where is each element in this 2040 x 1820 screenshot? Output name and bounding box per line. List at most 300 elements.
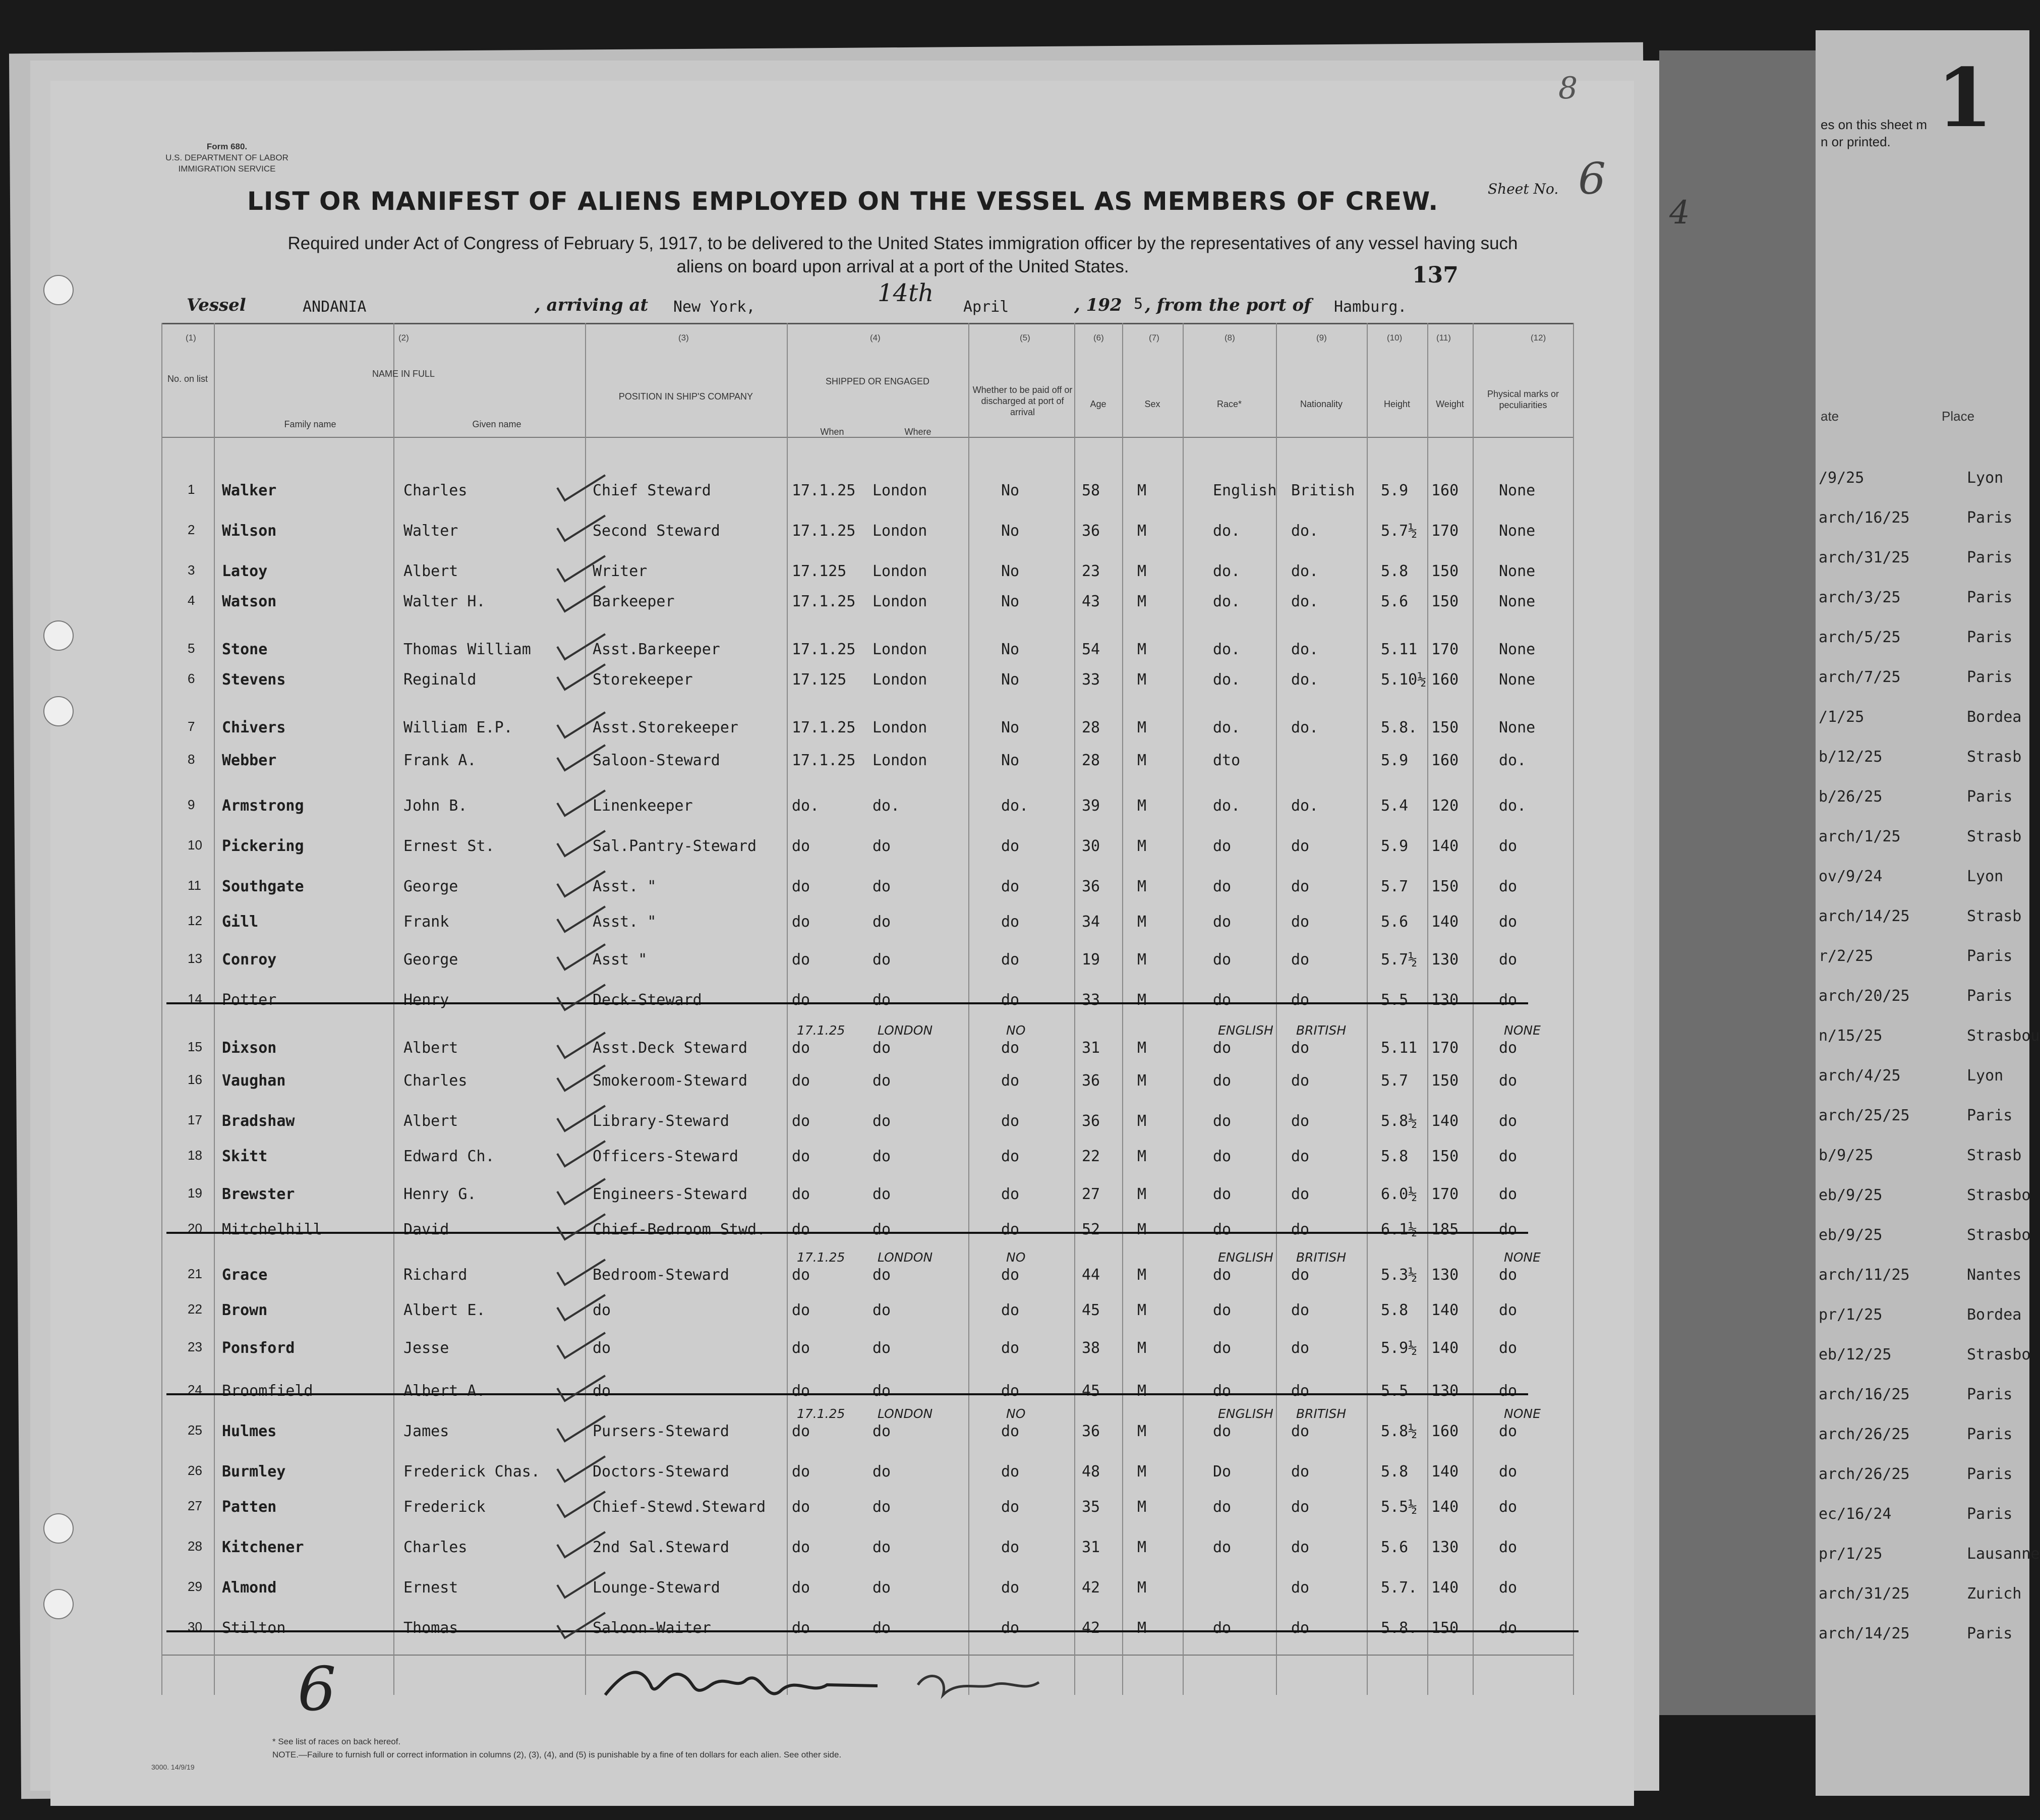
cell-no: 7	[188, 719, 195, 734]
adjacent-entry-date: arch/7/25	[1819, 668, 1901, 686]
strikethrough-line	[166, 1002, 1528, 1004]
adjacent-entry-date: arch/5/25	[1819, 629, 1901, 646]
adjacent-entry-place: Bordea	[1967, 708, 2022, 726]
table-row	[0, 1539, 2029, 1574]
cell-given: Frank	[403, 913, 449, 931]
cell-weight: 140	[1431, 913, 1459, 931]
cell-paid: No	[1001, 522, 1020, 540]
cell-height: 5.3½	[1381, 1266, 1418, 1284]
cell-race: do	[1213, 1039, 1232, 1057]
cell-height: 5.5	[1381, 991, 1409, 1009]
cell-family: Dixson	[222, 1039, 277, 1057]
cell-family: Brewster	[222, 1185, 295, 1203]
cell-family: Bradshaw	[222, 1112, 295, 1130]
cell-paid: do	[1001, 951, 1020, 969]
cell-race: dto	[1213, 752, 1241, 769]
table-row	[0, 593, 2029, 628]
cell-when: 17.125	[792, 562, 847, 580]
adjacent-entry-place: Nantes	[1967, 1266, 2022, 1284]
adjacent-entry-date: arch/3/25	[1819, 589, 1901, 606]
cell-height: 5.9½	[1381, 1339, 1418, 1357]
table-rule	[161, 323, 1573, 324]
adjacent-entry-date: eb/12/25	[1819, 1346, 1892, 1363]
cell-no: 2	[188, 522, 195, 537]
adjacent-entry-date: ec/16/24	[1819, 1505, 1892, 1523]
cell-no: 16	[188, 1072, 202, 1087]
cell-position: do	[593, 1301, 611, 1319]
cell-given: Walter H.	[403, 593, 486, 610]
handwritten-marks: NONE	[1504, 1023, 1541, 1038]
adjacent-entry-place: Strasb	[1967, 907, 2022, 925]
year-prefix: , 192	[1074, 295, 1122, 315]
cell-position: Linenkeeper	[593, 797, 693, 815]
cell-height: 5.9	[1381, 752, 1409, 769]
cell-age: 28	[1082, 719, 1100, 736]
handwritten-paid: NO	[1006, 1250, 1026, 1265]
cell-family: Walker	[222, 482, 277, 499]
cell-nat: do.	[1291, 593, 1319, 610]
cell-when: do	[792, 1301, 810, 1319]
cell-marks: do	[1499, 991, 1518, 1009]
from-label: , from the port of	[1145, 295, 1311, 315]
cell-race: do	[1213, 1148, 1232, 1165]
cell-paid: No	[1001, 752, 1020, 769]
cell-paid: No	[1001, 641, 1020, 658]
col-header-paid-off: Whether to be paid off or discharged at port of arrival	[972, 385, 1073, 417]
cell-age: 42	[1082, 1579, 1100, 1597]
cell-where: do	[872, 1185, 891, 1203]
cell-when: do	[792, 1185, 810, 1203]
cell-when: 17.1.25	[792, 641, 856, 658]
cell-no: 27	[188, 1498, 202, 1513]
sheet-label: Sheet No.	[1488, 181, 1559, 197]
strikethrough-line	[166, 1232, 1528, 1234]
cell-no: 6	[188, 671, 195, 686]
cell-given: Ernest St.	[403, 837, 495, 855]
cell-nat: do	[1291, 1339, 1310, 1357]
cell-height: 5.11	[1381, 641, 1418, 658]
cell-where: do	[872, 1301, 891, 1319]
cell-family: Brown	[222, 1301, 268, 1319]
cell-when: do.	[792, 797, 820, 815]
cell-where: do	[872, 878, 891, 895]
cell-no: 18	[188, 1148, 202, 1163]
cell-sex: M	[1137, 913, 1147, 931]
col-num: (2)	[398, 333, 409, 343]
adjacent-header-line: es on this sheet m	[1821, 117, 1927, 132]
adjacent-entry-date: ov/9/24	[1819, 868, 1883, 885]
handwritten-nat: BRITISH	[1296, 1406, 1347, 1421]
cell-age: 38	[1082, 1339, 1100, 1357]
cell-age: 36	[1082, 522, 1100, 540]
cell-when: do	[792, 878, 810, 895]
cell-no: 3	[188, 562, 195, 578]
cell-given: George	[403, 878, 458, 895]
cell-position: Asst "	[593, 951, 648, 969]
adjacent-entry-date: arch/11/25	[1819, 1266, 1910, 1284]
cell-sex: M	[1137, 671, 1147, 689]
col-header-where: Where	[904, 427, 931, 437]
cell-sex: M	[1137, 878, 1147, 895]
cell-sex: M	[1137, 1266, 1147, 1284]
cell-position: Barkeeper	[593, 593, 675, 610]
adjacent-col-date: ate	[1821, 409, 1839, 424]
cell-where: do	[872, 951, 891, 969]
table-row	[0, 1250, 2029, 1301]
cell-sex: M	[1137, 1619, 1147, 1637]
cell-when: 17.1.25	[792, 593, 856, 610]
cell-paid: do	[1001, 913, 1020, 931]
cell-sex: M	[1137, 1072, 1147, 1090]
cell-weight: 120	[1431, 797, 1459, 815]
cell-position: Writer	[593, 562, 648, 580]
cell-height: 5.8	[1381, 1148, 1409, 1165]
cell-paid: do	[1001, 1339, 1020, 1357]
adjacent-entry-date: arch/20/25	[1819, 987, 1910, 1005]
adjacent-entry-date: arch/25/25	[1819, 1107, 1910, 1124]
col-header-race: Race*	[1216, 399, 1242, 409]
cell-given: Frank A.	[403, 752, 477, 769]
cell-position: Doctors-Steward	[593, 1463, 729, 1481]
cell-when: do	[792, 913, 810, 931]
handwritten-paid: NO	[1006, 1023, 1026, 1038]
cell-family: Webber	[222, 752, 277, 769]
cell-race: do	[1213, 1339, 1232, 1357]
cell-weight: 130	[1431, 1266, 1459, 1284]
cell-nat: do.	[1291, 641, 1319, 658]
cell-sex: M	[1137, 797, 1147, 815]
cell-no: 20	[188, 1221, 202, 1236]
cell-where: London	[872, 719, 927, 736]
table-row	[0, 752, 2029, 787]
adjacent-entry-place: Paris	[1967, 1465, 2013, 1483]
cell-where: do	[872, 1221, 891, 1238]
cell-position: Library-Steward	[593, 1112, 729, 1130]
cell-race: do	[1213, 991, 1232, 1009]
cell-position: 2nd Sal.Steward	[593, 1539, 729, 1556]
cell-marks: None	[1499, 719, 1536, 736]
cell-height: 5.7½	[1381, 951, 1418, 969]
cell-given: William E.P.	[403, 719, 513, 736]
cell-paid: do	[1001, 1382, 1020, 1400]
cell-given: Albert	[403, 562, 458, 580]
cell-family: Ponsford	[222, 1339, 295, 1357]
col-num: (4)	[870, 333, 881, 343]
table-row	[0, 482, 2029, 517]
cell-family: Potter	[222, 991, 277, 1009]
handwritten-race: ENGLISH	[1218, 1023, 1273, 1038]
cell-where: do	[872, 1039, 891, 1057]
col-num: (3)	[678, 333, 689, 343]
cell-position: Pursers-Steward	[593, 1423, 729, 1440]
handwritten-nat: BRITISH	[1296, 1250, 1347, 1265]
cell-given: Albert	[403, 1039, 458, 1057]
cell-marks: do	[1499, 1423, 1518, 1440]
cell-nat: do	[1291, 1463, 1310, 1481]
cell-marks: do	[1499, 1382, 1518, 1400]
table-row	[0, 1406, 2029, 1458]
cell-marks: do	[1499, 1339, 1518, 1357]
purser-signature	[595, 1650, 1150, 1722]
cell-height: 5.9	[1381, 482, 1409, 499]
cell-position: Saloon-Steward	[593, 752, 720, 769]
cell-when: do	[792, 1339, 810, 1357]
cell-nat: do	[1291, 1112, 1310, 1130]
cell-given: Albert	[403, 1112, 458, 1130]
cell-paid: do	[1001, 1112, 1020, 1130]
subtitle-line: aliens on board upon arrival at a port of the United States.	[676, 257, 1129, 276]
cell-nat: do.	[1291, 522, 1319, 540]
cell-position: Asst. "	[593, 913, 657, 931]
signature-scrawl	[595, 1650, 1150, 1720]
cell-marks: None	[1499, 522, 1536, 540]
cell-marks: None	[1499, 562, 1536, 580]
cell-no: 14	[188, 991, 202, 1006]
cell-sex: M	[1137, 1185, 1147, 1203]
cell-paid: do	[1001, 1148, 1020, 1165]
table-row	[0, 837, 2029, 873]
cell-where: do	[872, 1619, 891, 1637]
cell-height: 5.6	[1381, 913, 1409, 931]
cell-nat: do.	[1291, 719, 1319, 736]
cell-when: do	[792, 951, 810, 969]
adjacent-entry-place: Paris	[1967, 788, 2013, 806]
cell-age: 52	[1082, 1221, 1100, 1238]
handwritten-when: 17.1.25	[797, 1023, 845, 1038]
page-number: 137	[1412, 262, 1459, 288]
cell-no: 17	[188, 1112, 202, 1127]
cell-race: do	[1213, 1221, 1232, 1238]
arriving-label: , arriving at	[535, 295, 649, 315]
vessel-label: Vessel	[187, 295, 246, 315]
cell-age: 30	[1082, 837, 1100, 855]
col-num: (9)	[1316, 333, 1327, 343]
cell-nat: do.	[1291, 797, 1319, 815]
cell-family: Latoy	[222, 562, 268, 580]
cell-paid: do	[1001, 837, 1020, 855]
cell-age: 42	[1082, 1619, 1100, 1637]
cell-no: 15	[188, 1039, 202, 1054]
cell-height: 5.7	[1381, 1072, 1409, 1090]
cell-no: 26	[188, 1463, 202, 1478]
adjacent-entry-date: b/12/25	[1819, 748, 1883, 766]
cell-where: London	[872, 522, 927, 540]
cell-no: 21	[188, 1266, 202, 1281]
cell-race: do	[1213, 951, 1232, 969]
cell-sex: M	[1137, 1112, 1147, 1130]
cell-height: 5.8	[1381, 1463, 1409, 1481]
cell-height: 5.7.	[1381, 1579, 1418, 1597]
cell-sex: M	[1137, 1039, 1147, 1057]
form-header	[131, 141, 323, 175]
cell-where: do	[872, 1339, 891, 1357]
cell-family: Pickering	[222, 837, 304, 855]
cell-when: do	[792, 1423, 810, 1440]
cell-marks: do	[1499, 1148, 1518, 1165]
adjacent-entry-date: b/9/25	[1819, 1147, 1874, 1164]
cell-race: do	[1213, 913, 1232, 931]
cell-no: 12	[188, 913, 202, 928]
adjacent-entry-place: Paris	[1967, 987, 2013, 1005]
cell-age: 45	[1082, 1382, 1100, 1400]
cell-weight: 170	[1431, 1185, 1459, 1203]
cell-age: 39	[1082, 797, 1100, 815]
table-row	[0, 1185, 2029, 1221]
cell-nat: do	[1291, 1301, 1310, 1319]
adjacent-entry-place: Paris	[1967, 947, 2013, 965]
cell-marks: do	[1499, 1039, 1518, 1057]
cell-height: 6.1½	[1381, 1221, 1418, 1238]
cell-position: Chief Steward	[593, 482, 711, 499]
cell-height: 5.7½	[1381, 522, 1418, 540]
cell-family: Watson	[222, 593, 277, 610]
vessel-name: ANDANIA	[303, 298, 367, 316]
cell-given: Ernest	[403, 1579, 458, 1597]
cell-paid: do	[1001, 1072, 1020, 1090]
col-header-weight: Weight	[1436, 399, 1464, 409]
cell-weight: 150	[1431, 1148, 1459, 1165]
cell-weight: 140	[1431, 1498, 1459, 1516]
cell-sex: M	[1137, 1382, 1147, 1400]
cell-nat: do	[1291, 951, 1310, 969]
cell-marks: None	[1499, 641, 1536, 658]
cell-height: 5.8	[1381, 1301, 1409, 1319]
cell-marks: do.	[1499, 752, 1527, 769]
cell-race: do	[1213, 1266, 1232, 1284]
cell-weight: 150	[1431, 562, 1459, 580]
col-header-when: When	[820, 427, 844, 437]
cell-marks: do	[1499, 1498, 1518, 1516]
adjacent-entry-date: /9/25	[1819, 469, 1864, 487]
cell-nat: do	[1291, 991, 1310, 1009]
cell-when: do	[792, 1221, 810, 1238]
cell-family: Southgate	[222, 878, 304, 895]
cell-marks: do	[1499, 1266, 1518, 1284]
cell-where: London	[872, 641, 927, 658]
cell-nat: do	[1291, 1039, 1310, 1057]
cell-when: do	[792, 1112, 810, 1130]
cell-given: Jesse	[403, 1339, 449, 1357]
adjacent-entry-date: r/2/25	[1819, 947, 1874, 965]
adjacent-entry-date: arch/1/25	[1819, 828, 1901, 845]
cell-where: London	[872, 562, 927, 580]
cell-marks: do	[1499, 1112, 1518, 1130]
col-header-no: No. on list	[167, 374, 208, 384]
cell-where: do	[872, 991, 891, 1009]
cell-age: 36	[1082, 878, 1100, 895]
cell-given: Albert E.	[403, 1301, 486, 1319]
adjacent-entry-place: Strasbo	[1967, 1226, 2031, 1244]
cell-race: do	[1213, 1423, 1232, 1440]
cell-weight: 140	[1431, 1112, 1459, 1130]
cell-weight: 160	[1431, 1423, 1459, 1440]
cell-given: Richard	[403, 1266, 468, 1284]
cell-sex: M	[1137, 1423, 1147, 1440]
adjacent-entry-place: Lyon	[1967, 1067, 2004, 1085]
cell-marks: do	[1499, 1221, 1518, 1238]
adjacent-header-line: n or printed.	[1821, 134, 1891, 149]
cell-family: Gill	[222, 913, 259, 931]
col-header-position: POSITION IN SHIP'S COMPANY	[618, 391, 753, 402]
cell-age: 36	[1082, 1072, 1100, 1090]
cell-family: Grace	[222, 1266, 268, 1284]
handwritten-where: LONDON	[878, 1406, 933, 1421]
cell-where: do	[872, 1423, 891, 1440]
handwritten-marks: NONE	[1504, 1250, 1541, 1265]
cell-weight: 150	[1431, 1072, 1459, 1090]
table-row	[0, 1112, 2029, 1148]
cell-weight: 140	[1431, 1463, 1459, 1481]
cell-age: 31	[1082, 1039, 1100, 1057]
table-row	[0, 1301, 2029, 1337]
cell-height: 5.6	[1381, 593, 1409, 610]
adjacent-entry-place: Paris	[1967, 1386, 2013, 1403]
cell-age: 28	[1082, 752, 1100, 769]
cell-when: 17.1.25	[792, 482, 856, 499]
cell-weight: 130	[1431, 1539, 1459, 1556]
arrival-day: 14th	[878, 279, 934, 307]
adjacent-entry-place: Paris	[1967, 1426, 2013, 1443]
cell-where: London	[872, 671, 927, 689]
adjacent-entry-date: arch/26/25	[1819, 1426, 1910, 1443]
cell-when: do	[792, 1539, 810, 1556]
cell-nat: do	[1291, 1498, 1310, 1516]
col-num: (10)	[1387, 333, 1403, 343]
table-row	[0, 878, 2029, 913]
cell-no: 23	[188, 1339, 202, 1354]
cell-when: do	[792, 1382, 810, 1400]
cell-weight: 185	[1431, 1221, 1459, 1238]
sheet-value: 6	[1578, 154, 1606, 204]
table-row	[0, 671, 2029, 706]
cell-no: 4	[188, 593, 195, 608]
handwritten-when: 17.1.25	[797, 1250, 845, 1265]
arrival-month: April	[963, 298, 1009, 316]
cell-race: do	[1213, 1072, 1232, 1090]
cell-when: 17.1.25	[792, 522, 856, 540]
cell-marks: None	[1499, 671, 1536, 689]
adjacent-entry-place: Lyon	[1967, 868, 2004, 885]
cell-age: 44	[1082, 1266, 1100, 1284]
cell-height: 5.9	[1381, 837, 1409, 855]
cell-weight: 130	[1431, 951, 1459, 969]
cell-paid: do	[1001, 1539, 1020, 1556]
cell-weight: 160	[1431, 482, 1459, 499]
cell-race: English	[1213, 482, 1277, 499]
cell-weight: 150	[1431, 593, 1459, 610]
handwritten-race: ENGLISH	[1218, 1406, 1273, 1421]
cell-position: Engineers-Steward	[593, 1185, 748, 1203]
cell-marks: do	[1499, 1463, 1518, 1481]
cell-marks: None	[1499, 482, 1536, 499]
cell-no: 24	[188, 1382, 202, 1397]
cell-when: do	[792, 837, 810, 855]
service: IMMIGRATION SERVICE	[178, 164, 276, 174]
cell-no: 22	[188, 1301, 202, 1317]
sheet-number	[1488, 154, 1606, 204]
cell-race: do.	[1213, 719, 1241, 736]
cell-marks: do	[1499, 1301, 1518, 1319]
cell-given: Reginald	[403, 671, 477, 689]
cell-where: do	[872, 1382, 891, 1400]
cell-nat: do	[1291, 1221, 1310, 1238]
adjacent-entry-place: Zurich	[1967, 1585, 2022, 1603]
cell-given: Henry G.	[403, 1185, 477, 1203]
cell-sex: M	[1137, 1339, 1147, 1357]
cell-marks: do	[1499, 1539, 1518, 1556]
cell-sex: M	[1137, 641, 1147, 658]
adjacent-entry-date: eb/9/25	[1819, 1226, 1883, 1244]
